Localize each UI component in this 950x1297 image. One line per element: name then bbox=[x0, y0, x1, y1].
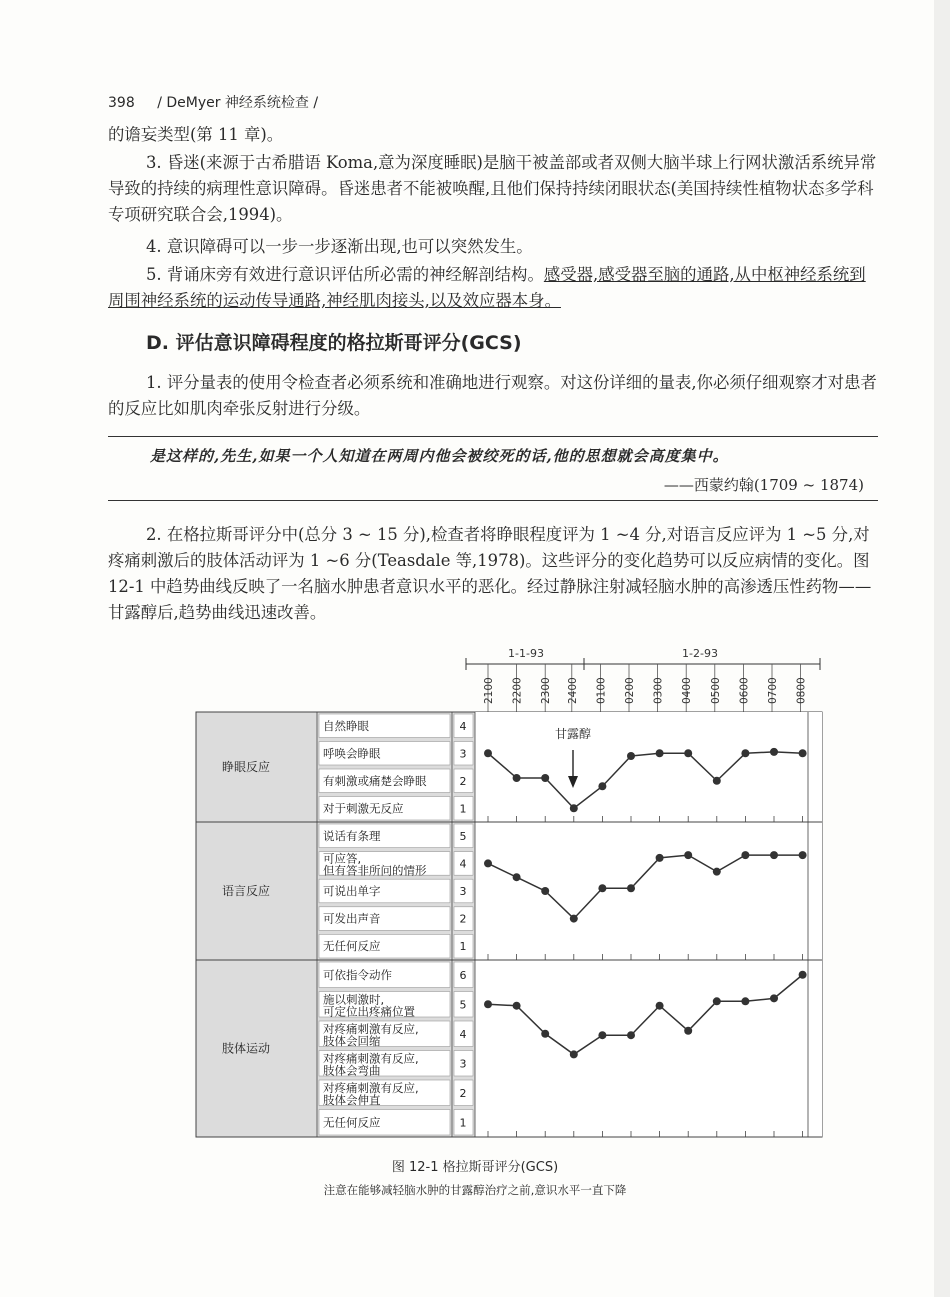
level-label: 可说出单字 bbox=[323, 884, 381, 898]
level-score: 3 bbox=[459, 747, 467, 761]
level-score: 5 bbox=[459, 829, 467, 843]
mannitol-annotation: 甘露醇 bbox=[554, 727, 592, 741]
data-point bbox=[799, 971, 807, 979]
paragraph-4: 4. 意识障碍可以一步一步逐渐出现,也可以突然发生。 bbox=[146, 237, 533, 256]
date-label: 1-2-93 bbox=[682, 647, 718, 660]
level-label: 对疼痛刺激有反应, bbox=[323, 1080, 419, 1095]
data-point bbox=[541, 1030, 549, 1038]
data-point bbox=[484, 1000, 492, 1008]
data-point bbox=[627, 1031, 635, 1039]
data-point bbox=[484, 749, 492, 757]
level-label: 可定位出疼痛位置 bbox=[323, 1004, 415, 1019]
level-label: 可发出声音 bbox=[323, 911, 381, 926]
epigraph-quote: 是这样的,先生,如果一个人知道在两周内他会被绞死的话,他的思想就会高度集中。 bbox=[150, 447, 729, 465]
panel-category-label: 肢体运动 bbox=[222, 1041, 271, 1056]
data-point bbox=[799, 851, 807, 859]
data-point bbox=[570, 1050, 578, 1058]
data-point bbox=[684, 1027, 692, 1035]
level-score: 2 bbox=[459, 912, 467, 926]
level-label: 可依指令动作 bbox=[323, 967, 392, 982]
data-point bbox=[598, 1031, 606, 1039]
time-label: 2100 bbox=[483, 677, 495, 704]
figure-note: 注意在能够减轻脑水肿的甘露醇治疗之前,意识水平一直下降 bbox=[323, 1183, 627, 1197]
paragraph-d2: 2. 在格拉斯哥评分中(总分 3 ~ 15 分),检查者将睁眼程度评为 1 ~4 分,对语言反应评为 1 ~5 分,对疼痛刺激后的肢体活动评为 1 ~6 分(Teasdale 等,1978)。这些评分的变化趋势可以反应病情的变化。图 12-1 中趋势曲线反映了一名脑水肿患者意识水平的恶化。经过静脉注射减轻脑水肿的高渗透压性药物——甘露醇后,趋势曲线迅速改善。 bbox=[108, 525, 872, 622]
time-label: 0800 bbox=[795, 677, 808, 704]
time-label: 2300 bbox=[540, 677, 553, 704]
time-label: 0600 bbox=[738, 677, 751, 704]
data-point bbox=[770, 851, 778, 859]
level-label: 施以刺激时, bbox=[323, 992, 385, 1007]
section-heading-d: D. 评估意识障碍程度的格拉斯哥评分(GCS) bbox=[146, 332, 522, 354]
data-point bbox=[656, 749, 664, 757]
level-label: 肢体会回缩 bbox=[323, 1033, 381, 1048]
data-point bbox=[541, 774, 549, 782]
level-score: 5 bbox=[459, 998, 467, 1012]
data-point bbox=[741, 749, 749, 757]
paragraph-3: 3. 昏迷(来源于古希腊语 Koma,意为深度睡眠)是脑干被盖部或者双侧大脑半球上行网状激活系统异常导致的持续的病理性意识障碍。昏迷患者不能被唤醒,且他们保持持续闭眼状态(美国持续性植物状态多学科专项研究联合会,1994)。 bbox=[108, 153, 877, 224]
data-point bbox=[770, 994, 778, 1002]
data-point bbox=[656, 1002, 664, 1010]
level-label: 说话有条理 bbox=[323, 828, 381, 843]
time-label: 0400 bbox=[681, 677, 694, 704]
data-point bbox=[513, 873, 521, 881]
level-score: 1 bbox=[459, 940, 467, 954]
data-point bbox=[541, 887, 549, 895]
data-point bbox=[570, 804, 578, 812]
level-score: 4 bbox=[459, 1027, 467, 1041]
data-point bbox=[656, 854, 664, 862]
time-label: 0500 bbox=[709, 677, 722, 704]
data-point bbox=[713, 868, 721, 876]
data-point bbox=[770, 748, 778, 756]
level-label: 可应答, bbox=[323, 851, 362, 866]
panel-category-label: 睁眼反应 bbox=[222, 760, 271, 774]
plot-area bbox=[475, 712, 822, 1137]
level-label: 但有答非所问的情形 bbox=[323, 863, 427, 878]
time-label: 2200 bbox=[511, 677, 524, 704]
figure-caption: 图 12-1 格拉斯哥评分(GCS) bbox=[391, 1160, 559, 1175]
level-score: 1 bbox=[459, 1116, 467, 1130]
time-label: 2400 bbox=[566, 677, 579, 704]
level-score: 4 bbox=[459, 719, 467, 733]
data-point bbox=[684, 851, 692, 859]
time-label: 0700 bbox=[767, 677, 779, 704]
data-point bbox=[598, 884, 606, 892]
level-label: 无任何反应 bbox=[323, 1115, 381, 1130]
level-score: 3 bbox=[459, 1057, 467, 1071]
time-label: 0100 bbox=[595, 677, 608, 704]
time-label: 0300 bbox=[652, 677, 665, 704]
level-score: 2 bbox=[459, 774, 467, 788]
time-label: 0200 bbox=[624, 677, 636, 704]
paragraph-continued: 的谵妄类型(第 11 章)。 bbox=[108, 125, 284, 144]
data-point bbox=[741, 851, 749, 859]
data-point bbox=[513, 774, 521, 782]
level-label: 对疼痛刺激有反应, bbox=[323, 1021, 419, 1036]
date-label: 1-1-93 bbox=[508, 647, 544, 660]
epigraph-attribution: ——西蒙约翰(1709 ~ 1874) bbox=[663, 476, 864, 494]
data-point bbox=[799, 749, 807, 757]
level-label: 无任何反应 bbox=[323, 939, 381, 954]
level-label: 肢体会伸直 bbox=[323, 1092, 381, 1107]
data-point bbox=[713, 777, 721, 785]
level-score: 3 bbox=[459, 885, 467, 898]
data-point bbox=[627, 752, 635, 760]
level-label: 有刺激或痛楚会睁眼 bbox=[323, 773, 427, 788]
level-score: 1 bbox=[459, 802, 467, 816]
data-point bbox=[713, 997, 721, 1005]
data-point bbox=[484, 859, 492, 867]
paragraph-5-lead: 5. 背诵床旁有效进行意识评估所必需的神经解剖结构。 bbox=[146, 265, 544, 284]
running-title: / DeMyer 神经系统检查 / bbox=[157, 95, 319, 111]
data-point bbox=[684, 749, 692, 757]
data-point bbox=[570, 915, 578, 923]
level-label: 肢体会弯曲 bbox=[323, 1063, 381, 1078]
level-label: 呼唤会睁眼 bbox=[323, 746, 381, 761]
level-score: 6 bbox=[459, 968, 467, 982]
level-label: 对疼痛刺激有反应, bbox=[323, 1051, 419, 1066]
data-point bbox=[627, 884, 635, 892]
time-labels bbox=[483, 664, 808, 712]
data-point bbox=[513, 1002, 521, 1010]
level-score: 4 bbox=[459, 857, 467, 871]
data-point bbox=[741, 997, 749, 1005]
paragraph-5-underlined: 感受器,感受器至脑的通路,从中枢神经系统到周围神经系统的运动传导通路,神经肌肉接头,以及效应器本身。 bbox=[108, 265, 866, 310]
paragraph-d1: 1. 评分量表的使用令检查者必须系统和准确地进行观察。对这份详细的量表,你必须仔细观察才对患者的反应比如肌肉牵张反射进行分级。 bbox=[108, 373, 877, 418]
panel-category-label: 语言反应 bbox=[222, 884, 271, 898]
data-point bbox=[598, 782, 606, 790]
level-label: 对于刺激无反应 bbox=[323, 801, 404, 816]
level-score: 2 bbox=[459, 1086, 467, 1100]
level-label: 自然睁眼 bbox=[323, 718, 369, 733]
page-number: 398 bbox=[108, 95, 135, 111]
